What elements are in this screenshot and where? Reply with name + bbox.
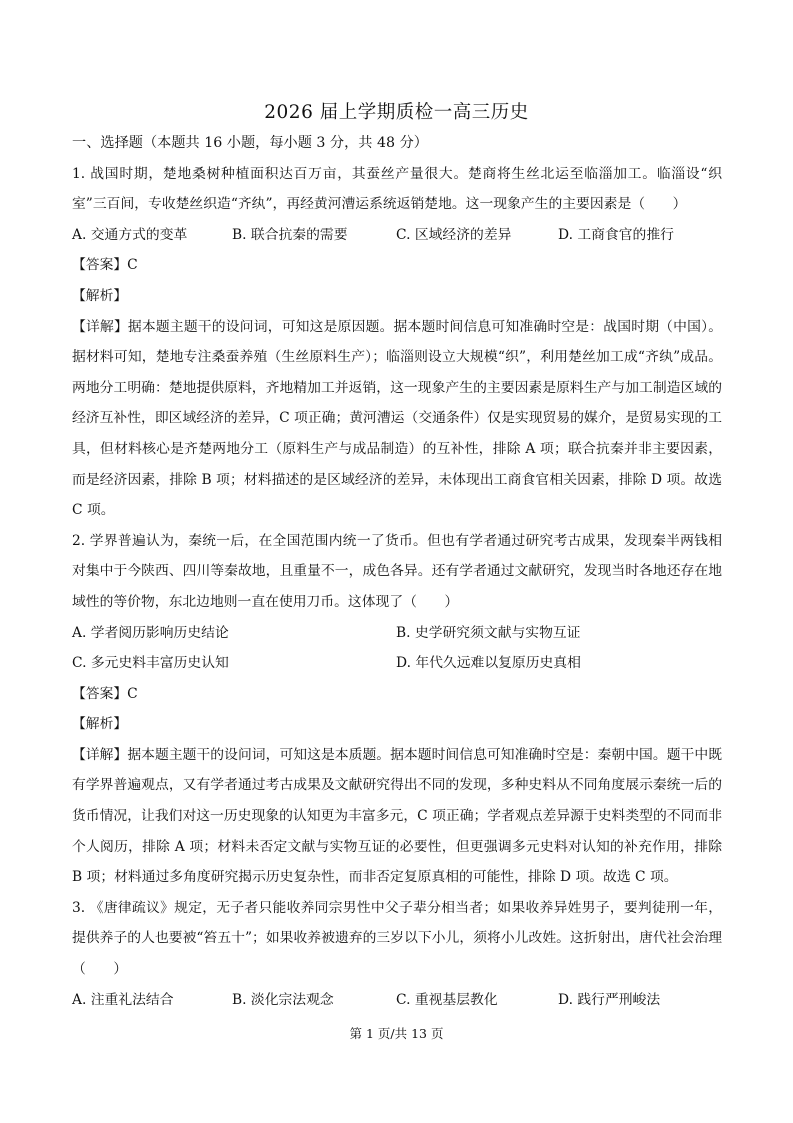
question-3-stem: 3. 《唐律疏议》规定，无子者只能收养同宗男性中父子辈分相当者；如果收养异姓男子，要判徒刑一年，提供养子的人也要被“笞五十”；如果收养被遗弃的三岁以下小儿，须将小儿改姓。这折射出，唐代社会治理（ ） <box>72 899 722 978</box>
question-2-analysis-label: 【解析】 <box>72 716 128 733</box>
question-1-detail: 【详解】据本题主题干的设问词，可知这是原因题。据本题时间信息可知准确时空是：战国时期（中国）。据材料可知，楚地专注桑蚕养殖（生丝原料生产）；临淄则设立大规模“织”，利用楚丝加工成“齐纨”成品。两地分工明确：楚地提供原料，齐地精加工并返销，这一现象产生的主要因素是原料生产与加工制造区域的经济互补性，即区域经济的差异，C 项正确；黄河漕运（交通条件）仅是实现贸易的媒介，是贸易实现的工具，但材料核心是齐楚两地分工（原料生产与成品制造）的互补性，排除 A 项；联合抗秦并非主要因素，而是经济因素，排除 B 项；材料描述的是区域经济的差异，未体现出工商食官相关因素，排除 D 项。故选 C 项。 <box>72 318 722 519</box>
question-1-options <box>72 220 722 251</box>
question-2-detail: 【详解】据本题主题干的设问词，可知这是本质题。据本题时间信息可知准确时空是：秦朝中国。题干中既有学界普遍观点，又有学者通过考古成果及文献研究得出不同的发现，多种史料从不同角度展示秦统一后的货币情况，让我们对这一历史现象的认知更为丰富多元，C 项正确；学者观点差异源于史料类型的不同而非个人阅历，排除 A 项；材料未否定文献与实物互证的必要性，但更强调多元史料对认知的补充作用，排除 B 项；材料通过多角度研究揭示历史复杂性，而非否定复原真相的可能性，排除 D 项。故选 C 项。 <box>72 746 722 886</box>
question-1-analysis-label: 【解析】 <box>72 287 128 304</box>
question-2-option-c: C. 多元史料丰富历史认知 <box>72 655 229 672</box>
question-2-answer: 【答案】C <box>72 685 138 702</box>
question-1-option-a: A. 交通方式的变革 <box>72 226 188 243</box>
question-2-options-row-1 <box>72 618 722 649</box>
question-3-option-a: A. 注重礼法结合 <box>72 991 174 1008</box>
question-2-option-b: B. 史学研究须文献与实物互证 <box>396 624 581 641</box>
question-3-options <box>72 985 722 1016</box>
question-1-option-c: C. 区域经济的差异 <box>396 226 512 243</box>
question-3-option-b: B. 淡化宗法观念 <box>232 991 334 1008</box>
question-2-option-d: D. 年代久远难以复原历史真相 <box>396 655 581 672</box>
question-3-option-d: D. 践行严刑峻法 <box>558 991 661 1008</box>
document-body <box>72 128 722 1015</box>
question-1-option-d: D. 工商食官的推行 <box>558 226 674 243</box>
question-1-stem: 1. 战国时期，楚地桑树种植面积达百万亩，其蚕丝产量很大。楚商将生丝北运至临淄加工。临淄设“织室”三百间，专收楚丝织造“齐纨”，再经黄河漕运系统返销楚地。这一现象产生的主要因素是（ ） <box>72 165 722 213</box>
question-1-option-b: B. 联合抗秦的需要 <box>232 226 348 243</box>
question-3-option-c: C. 重视基层教化 <box>396 991 498 1008</box>
question-2-option-a: A. 学者阅历影响历史结论 <box>72 624 229 641</box>
page-footer: 第 1 页/共 13 页 <box>349 1026 444 1041</box>
question-2-options-row-2 <box>72 648 722 679</box>
page-title: 2026 届上学期质检一高三历史 <box>264 102 529 123</box>
question-2-stem: 2. 学界普遍认为，秦统一后，在全国范围内统一了货币。但也有学者通过研究考古成果，发现秦半两钱相对集中于今陕西、四川等秦故地，且重量不一，成色各异。还有学者通过文献研究，发现当时各地还存在地域性的等价物，东北边地则一直在使用刀币。这体现了（ ） <box>72 532 722 610</box>
question-1-answer: 【答案】C <box>72 257 138 274</box>
section-heading: 一、选择题（本题共 16 小题，每小题 3 分，共 48 分） <box>72 135 428 151</box>
